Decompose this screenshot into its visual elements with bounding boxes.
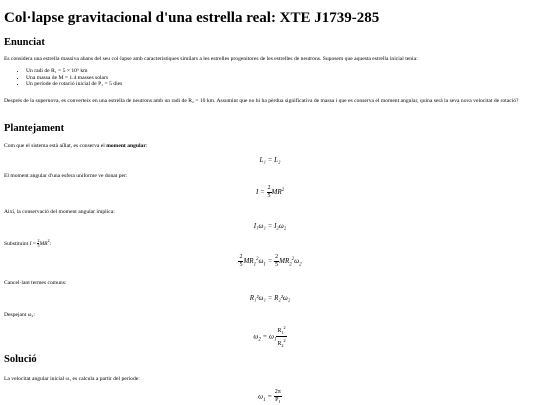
enunciat-list [16,68,122,88]
list-item: • Un període de rotació inicial de P₁ = 5 dies [26,81,122,88]
equation-moment-of-inertia: I = $\frac{2}{5}$ $MR^2$ [255,185,285,199]
plantejament-p4: Substituint I = $\frac{2}{5}$ $MR^2$: [4,238,52,249]
equation-cancelled: R₁²ω₁ = R₂²ω₂ [249,294,291,302]
enunciat-question: Després de la supernova, es converteix en una estrella de neutrons amb un radi de R₂ = 10 km. Assumint que no hi ha pèrdua significativa de massa i que es conserva el moment angular, quina serà la seva nova velocitat de rotació? [4,98,519,104]
solucio-p1: La velocitat angular inicial ω₁ es calcula a partir del període: [4,376,140,382]
plantejament-p2: El moment angular d'una esfera uniforme ve donat per: [4,173,128,179]
equation-angular-momentum-conservation: L₁ = L₂ [259,156,281,164]
plantejament-p1: Com que el sistema està aïllat, es conserva el moment angular: [4,143,148,149]
equation-omega1: $\omega_1$ = $\frac{2\pi}{P_1}$ [258,389,281,405]
equation-substitution: $\frac{2}{5}$ $MR_1^2\omega_1$ = $\frac{2}{5}$ $MR_2^2\omega_2$ [239,254,302,268]
plantejament-p6: Despejant ω₂: [4,312,35,318]
list-item: • Un radi de R₁ = 5 × 10⁵ km [26,68,122,75]
enunciat-intro: Es considera una estrella massiva abans del seu col·lapse amb característiques similars a les estrelles progenitores de les estrelles de neutrons. Suposem que aquesta estrella inicial tenia: [4,56,418,62]
section-heading-solucio: Solució [4,354,37,365]
list-item: • Una massa de M = 1.4 masses solars [26,75,122,82]
page-title: Col·lapse gravitacional d'una estrella real: XTE J1739-285 [4,10,380,26]
equation-conservation-inertia: I₁ω₁ = I₂ω₂ [253,222,287,230]
plantejament-p5: Cancel·lant termes comuns: [4,280,67,286]
plantejament-p3: Així, la conservació del moment angular implica: [4,209,115,215]
section-heading-enunciat: Enunciat [4,37,45,48]
section-heading-plantejament: Plantejament [4,123,65,134]
equation-omega2: $\omega_2 = \omega_1$ $\frac{R_1^2}{R_2^2}$ [253,325,286,349]
